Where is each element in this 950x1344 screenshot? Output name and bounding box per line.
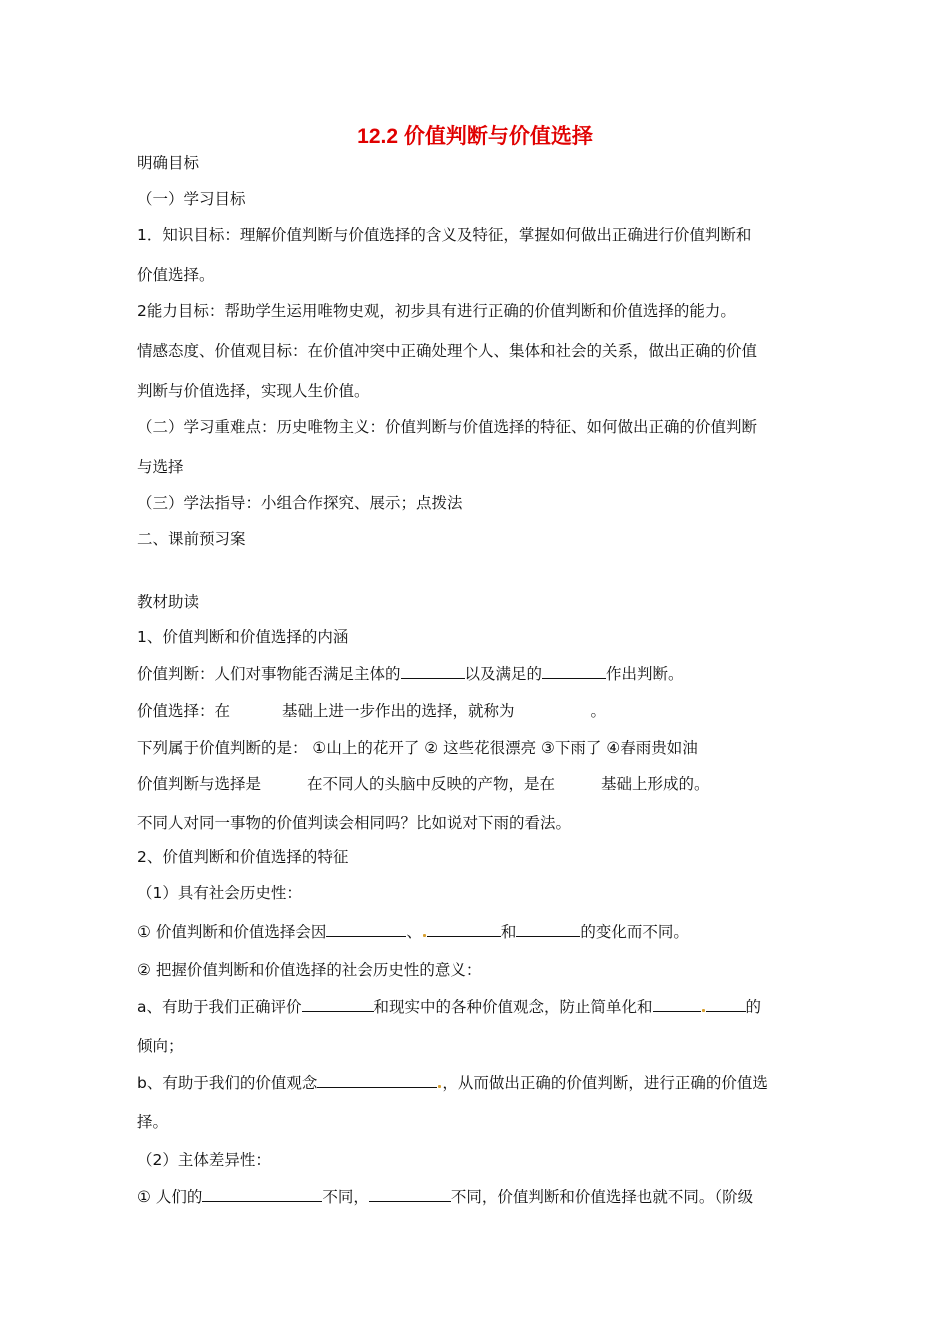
paragraph-line: 不同人对同一事物的价值判读会相同吗？比如说对下雨的看法。 [137,814,572,832]
ink-dot [438,1085,441,1088]
text-segment: 价值选择：在 [137,702,231,720]
paragraph-line: （二）学习重难点：历史唯物主义：价值判断与价值选择的特征、如何做出正确的价值判断 [137,418,758,436]
answer-blank [516,921,580,937]
paragraph-line: 价值选择。 [137,266,215,284]
answer-blank [427,921,501,937]
text-segment: ，从而做出正确的价值判断，进行正确的价值选 [442,1074,768,1092]
text-segment: ① 价值判断和价值选择会因 [137,923,327,941]
text-segment: 基础上进一步作出的选择，就称为 [282,702,515,720]
paragraph-line: 2、价值判断和价值选择的特征 [137,848,349,866]
text-segment: a、有助于我们正确评价 [137,998,302,1016]
paragraph-line: 下列属于价值判断的是： ①山上的花开了 ② 这些花很漂亮 ③下雨了 ④春雨贵如油 [137,739,698,757]
text-segment: 的 [745,998,762,1016]
section-heading: 明确目标 [137,154,200,172]
answer-blank [317,1072,437,1088]
section-heading: 二、课前预习案 [137,530,246,548]
paragraph-line: （三）学法指导：小组合作探究、展示；点拨法 [137,494,463,512]
answer-blank [401,663,465,679]
paragraph-line: （2）主体差异性： [137,1151,271,1169]
text-segment: 、 [406,923,422,941]
paragraph-line: （1）具有社会历史性： [137,884,302,902]
paragraph-line: 1、价值判断和价值选择的内涵 [137,628,349,646]
fill-in-line [137,996,817,1017]
paragraph-line: 倾向； [137,1037,184,1055]
subsection-heading: （一）学习目标 [137,190,246,208]
fill-in-line [137,663,817,684]
ink-dot [423,934,426,937]
text-segment: 不同， [322,1188,369,1206]
fill-in-line [137,701,817,721]
text-segment: 以及满足的 [464,665,543,683]
text-segment: 不同，价值判断和价值选择也就不同。（阶级 [450,1188,754,1206]
answer-blank [202,1186,322,1202]
subsection-heading: 教材助读 [137,593,200,611]
paragraph-line: 2能力目标：帮助学生运用唯物史观，初步具有进行正确的价值判断和价值选择的能力。 [137,302,736,320]
fill-in-line [137,921,817,942]
fill-in-line [137,1186,817,1207]
answer-blank [302,996,374,1012]
ink-dot [702,1009,705,1012]
text-segment: 价值判断：人们对事物能否满足主体的 [137,665,401,683]
text-segment: 基础上形成的。 [601,775,710,793]
fill-in-line [137,774,817,794]
answer-blank [369,1186,451,1202]
paragraph-line: 1．知识目标：理解价值判断与价值选择的含义及特征，掌握如何做出正确进行价值判断和 [137,226,752,244]
text-segment: 价值判断与选择是 [137,775,262,793]
answer-blank [326,921,406,937]
text-segment: 在不同人的头脑中反映的产物，是在 [307,775,556,793]
paragraph-line: 择。 [137,1113,169,1131]
text-segment: 和 [500,923,517,941]
paragraph-line: ② 把握价值判断和价值选择的社会历史性的意义： [137,961,482,979]
text-segment: 和现实中的各种价值观念，防止简单化和 [373,998,653,1016]
answer-blank [706,996,746,1012]
text-segment: 。 [590,702,607,720]
fill-in-line [137,1072,817,1093]
text-segment: 的变化而不同。 [580,923,689,941]
paragraph-line: 判断与价值选择，实现人生价值。 [137,382,370,400]
text-segment: 作出判断。 [606,665,684,683]
answer-blank [542,663,606,679]
paragraph-line: 情感态度、价值观目标：在价值冲突中正确处理个人、集体和社会的关系，做出正确的价值 [137,342,758,360]
document-title: 12.2 价值判断与价值选择 [357,125,593,148]
text-segment: b、有助于我们的价值观念 [137,1074,318,1092]
answer-blank [653,996,701,1012]
paragraph-line: 与选择 [137,458,184,476]
text-segment: ① 人们的 [137,1188,203,1206]
